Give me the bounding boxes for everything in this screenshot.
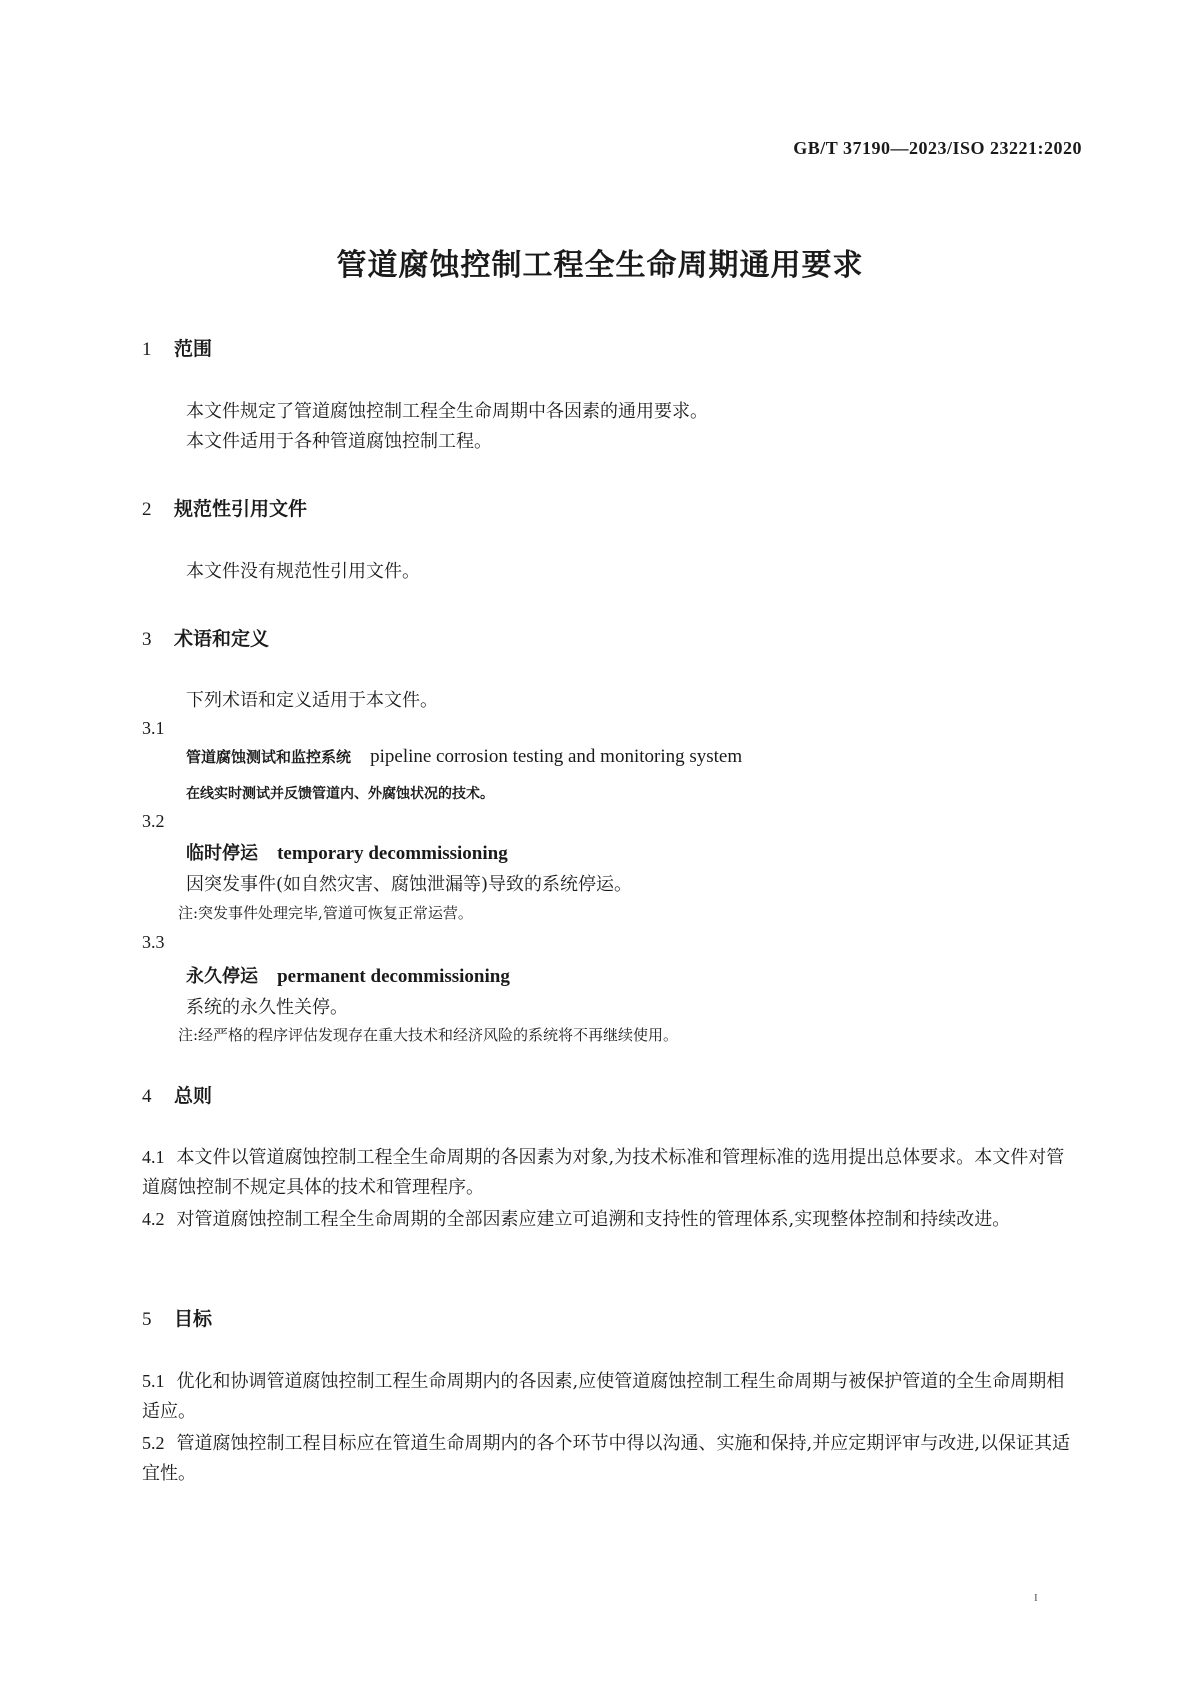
section-title: 术语和定义 [174, 628, 270, 650]
section-heading-general [142, 1081, 212, 1108]
section-title: 规范性引用文件 [174, 498, 308, 520]
term-definition: 因突发事件(如自然灾害、腐蚀泄漏等)导致的系统停运。 [186, 874, 633, 895]
section-title: 范围 [174, 338, 213, 360]
term-number: 3.3 [142, 932, 165, 952]
section-number: 4 [142, 1086, 152, 1107]
section-number: 1 [142, 339, 152, 360]
term-entry [186, 962, 510, 988]
page-title: 管道腐蚀控制工程全生命周期通用要求 [336, 248, 864, 283]
term-english: permanent decommissioning [277, 966, 510, 987]
section-title: 总则 [174, 1085, 213, 1107]
term-entry [186, 746, 742, 768]
term-chinese: 管道腐蚀测试和监控系统 [186, 748, 352, 766]
term-english: pipeline corrosion testing and monitoring system [370, 746, 743, 767]
paragraph: 本文件规定了管道腐蚀控制工程全生命周期中各因素的通用要求。 [186, 401, 708, 422]
term-note: 注:经严格的程序评估发现存在重大技术和经济风险的系统将不再继续使用。 [178, 1026, 679, 1044]
clause [142, 1366, 1078, 1427]
clause-number: 4.1 [142, 1147, 165, 1167]
clause-number: 5.1 [142, 1371, 165, 1391]
clause [142, 1428, 1078, 1489]
document-code: GB/T 37190—2023/ISO 23221:2020 [793, 138, 1082, 158]
clause-number: 4.2 [142, 1209, 165, 1229]
paragraph: 本文件适用于各种管道腐蚀控制工程。 [186, 431, 492, 452]
term-number: 3.2 [142, 811, 165, 831]
clause [142, 1142, 1078, 1203]
term-number: 3.1 [142, 718, 165, 738]
section-heading-terms [142, 624, 269, 651]
section-heading-objectives [142, 1304, 212, 1331]
clause [142, 1204, 1078, 1235]
term-chinese: 临时停运 [186, 843, 258, 864]
clause-number: 5.2 [142, 1433, 165, 1453]
term-english: temporary decommissioning [277, 843, 508, 864]
paragraph: 下列术语和定义适用于本文件。 [186, 690, 438, 711]
clause-text: 管道腐蚀控制工程目标应在管道生命周期内的各个环节中得以沟通、实施和保持,并应定期评审与改进,以保证其适宜性。 [142, 1433, 1070, 1484]
section-heading-scope [142, 334, 212, 361]
section-number: 2 [142, 499, 152, 520]
section-heading-normative-references [142, 494, 307, 521]
term-definition: 在线实时测试并反馈管道内、外腐蚀状况的技术。 [186, 786, 494, 802]
page-number: I [1034, 1592, 1038, 1604]
section-number: 5 [142, 1309, 152, 1330]
term-note: 注:突发事件处理完毕,管道可恢复正常运营。 [178, 904, 473, 922]
term-entry [186, 839, 508, 865]
term-definition: 系统的永久性关停。 [186, 997, 348, 1018]
term-chinese: 永久停运 [186, 966, 258, 987]
section-number: 3 [142, 629, 152, 650]
clause-text: 优化和协调管道腐蚀控制工程生命周期内的各因素,应使管道腐蚀控制工程生命周期与被保护管道的全生命周期相适应。 [142, 1371, 1065, 1422]
clause-text: 本文件以管道腐蚀控制工程全生命周期的各因素为对象,为技术标准和管理标准的选用提出总体要求。本文件对管道腐蚀控制不规定具体的技术和管理程序。 [142, 1147, 1065, 1198]
clause-text: 对管道腐蚀控制工程全生命周期的全部因素应建立可追溯和支持性的管理体系,实现整体控制和持续改进。 [176, 1209, 1011, 1230]
paragraph: 本文件没有规范性引用文件。 [186, 561, 420, 582]
section-title: 目标 [174, 1308, 213, 1330]
